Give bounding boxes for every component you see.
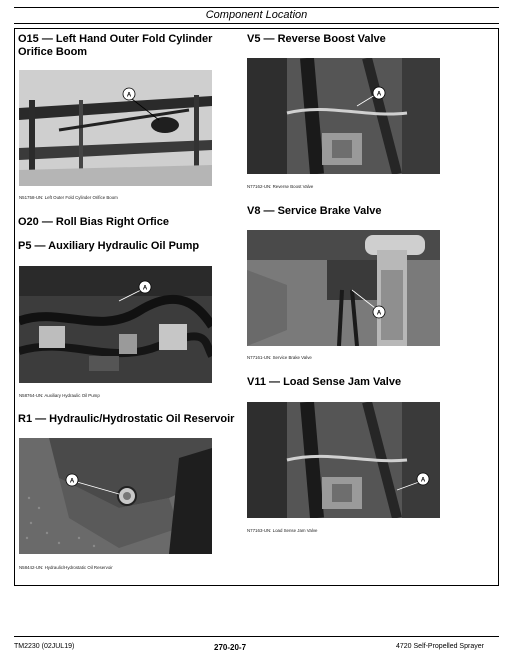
caption-v5: N77162-UN: Reverse Boost Valve	[247, 184, 314, 189]
caption-v8: N77161-UN: Service Brake Valve	[247, 355, 312, 360]
header-rule-bottom	[14, 23, 499, 24]
photo-v11	[247, 402, 440, 518]
callout-label-r1: A	[69, 478, 75, 485]
heading-v8: V8 — Service Brake Valve	[247, 205, 382, 217]
photo-o15	[19, 70, 212, 186]
footer-product: 4720 Self-Propelled Sprayer	[396, 643, 484, 650]
photo-r1	[19, 438, 212, 554]
heading-o15: O15 — Left Hand Outer Fold Cylinder Orifice Boom	[18, 33, 213, 58]
heading-o20: O20 — Roll Bias Right Orfice	[18, 216, 169, 228]
callout-label-v11: A	[420, 477, 426, 484]
caption-r1: N58442-UN: Hydraulic/Hydrostatic Oil Reservoir	[19, 565, 113, 570]
heading-v11: V11 — Load Sense Jam Valve	[247, 376, 402, 388]
callout-label-o15: A	[126, 92, 132, 99]
caption-v11: N77163-UN: Load Sense Jam Valve	[247, 528, 318, 533]
callout-label-v8: A	[376, 310, 382, 317]
caption-p5: N58764-UN: Auxiliary Hydraulic Oil Pump	[19, 393, 100, 398]
heading-v5: V5 — Reverse Boost Valve	[247, 33, 386, 45]
heading-r1: R1 — Hydraulic/Hydrostatic Oil Reservoir	[18, 413, 235, 425]
page-title: Component Location	[205, 9, 308, 21]
header-rule-top	[14, 7, 499, 8]
photo-v8	[247, 230, 440, 346]
photo-p5	[19, 266, 212, 383]
callout-label-v5: A	[376, 91, 382, 98]
heading-p5: P5 — Auxiliary Hydraulic Oil Pump	[18, 240, 200, 252]
footer-rule	[14, 636, 499, 637]
callout-label-p5: A	[142, 285, 148, 292]
caption-o15: N51758-UN: Left Outer Fold Cylinder Orifice Boom	[19, 195, 118, 200]
footer-doc-id: TM2230 (02JUL19)	[14, 643, 75, 650]
photo-v5	[247, 58, 440, 174]
footer-page-number: 270-20-7	[214, 643, 247, 652]
